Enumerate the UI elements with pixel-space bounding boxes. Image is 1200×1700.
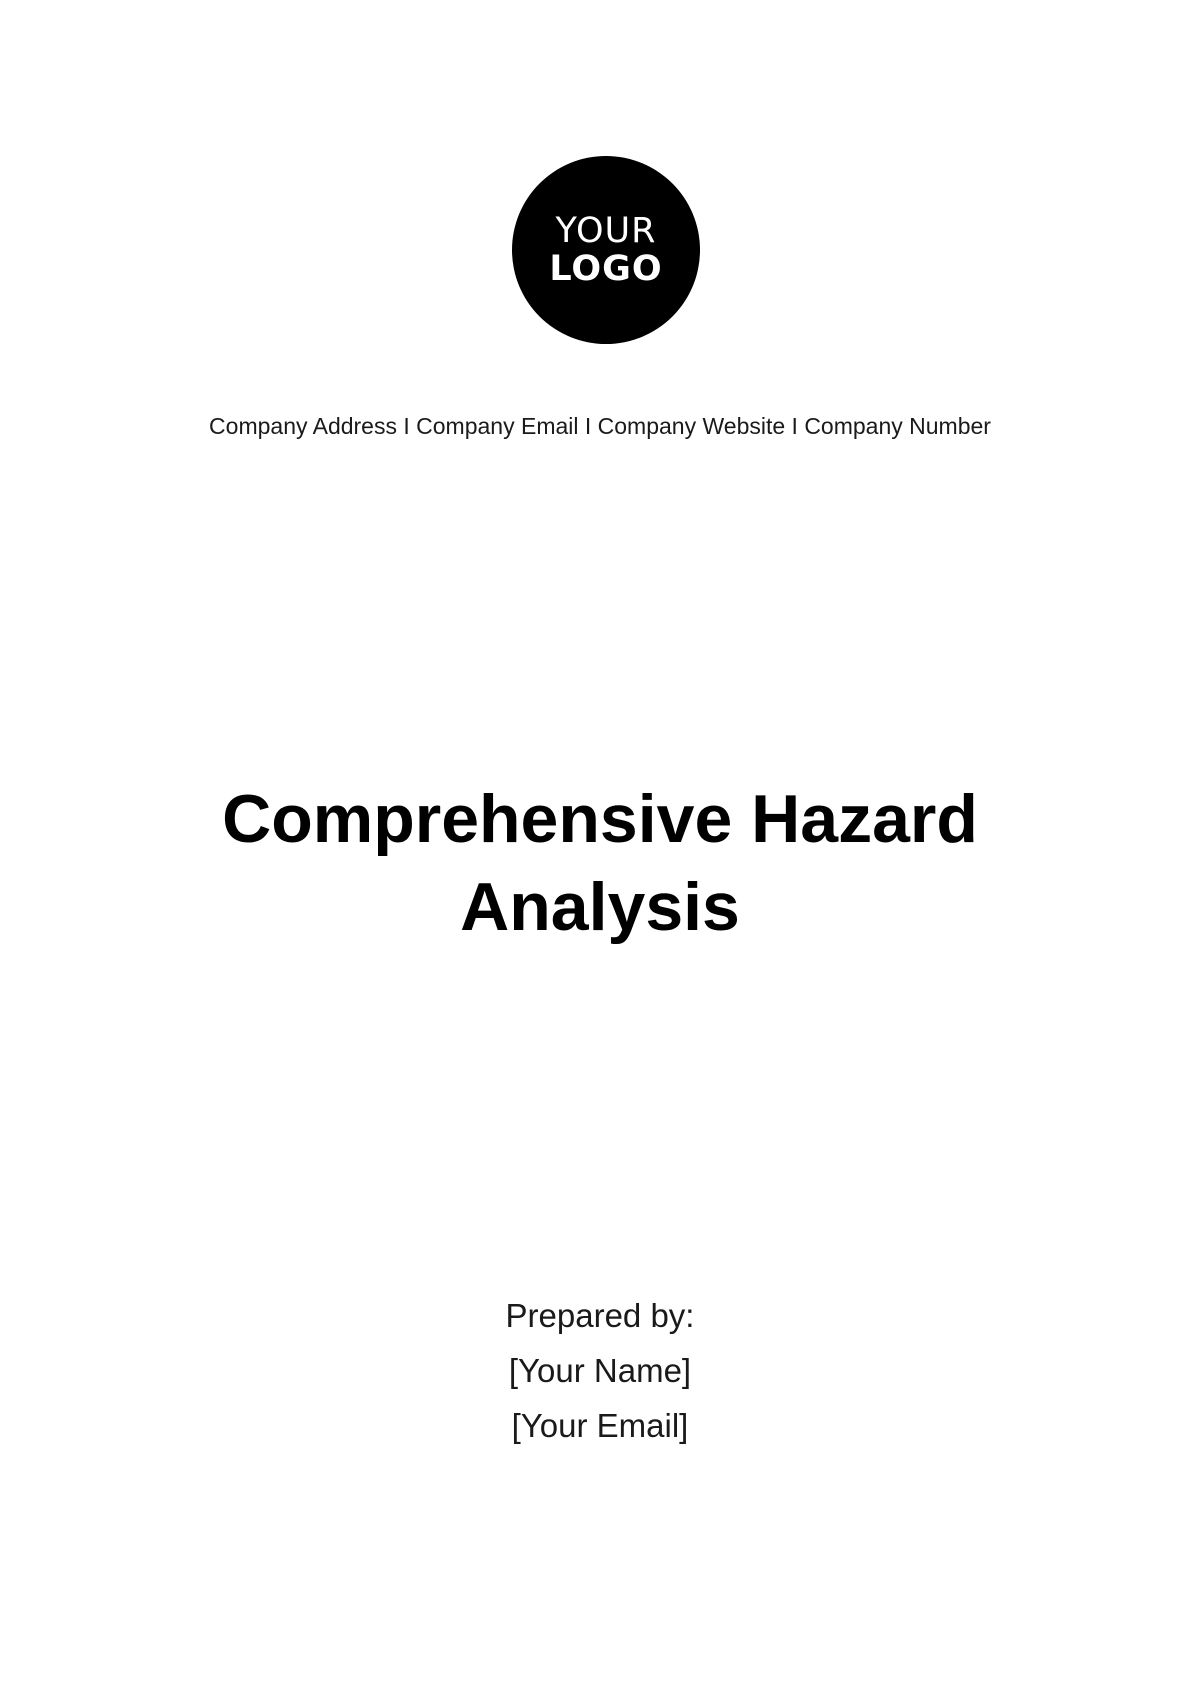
title-line-2: Analysis <box>460 869 740 945</box>
logo-text-top: YOUR <box>555 211 657 251</box>
preparer-email: [Your Email] <box>511 1407 689 1444</box>
preparer-name: [Your Name] <box>508 1352 692 1389</box>
company-contact-line: Company Address I Company Email I Company Website I Company Number <box>209 413 991 439</box>
prepared-by-block <box>0 1288 1200 1453</box>
title-line-1: Comprehensive Hazard <box>222 781 978 857</box>
prepared-by-label: Prepared by: <box>505 1297 695 1334</box>
company-logo <box>512 156 700 344</box>
document-title <box>100 775 1100 951</box>
logo-text-bottom: LOGO <box>549 249 663 289</box>
